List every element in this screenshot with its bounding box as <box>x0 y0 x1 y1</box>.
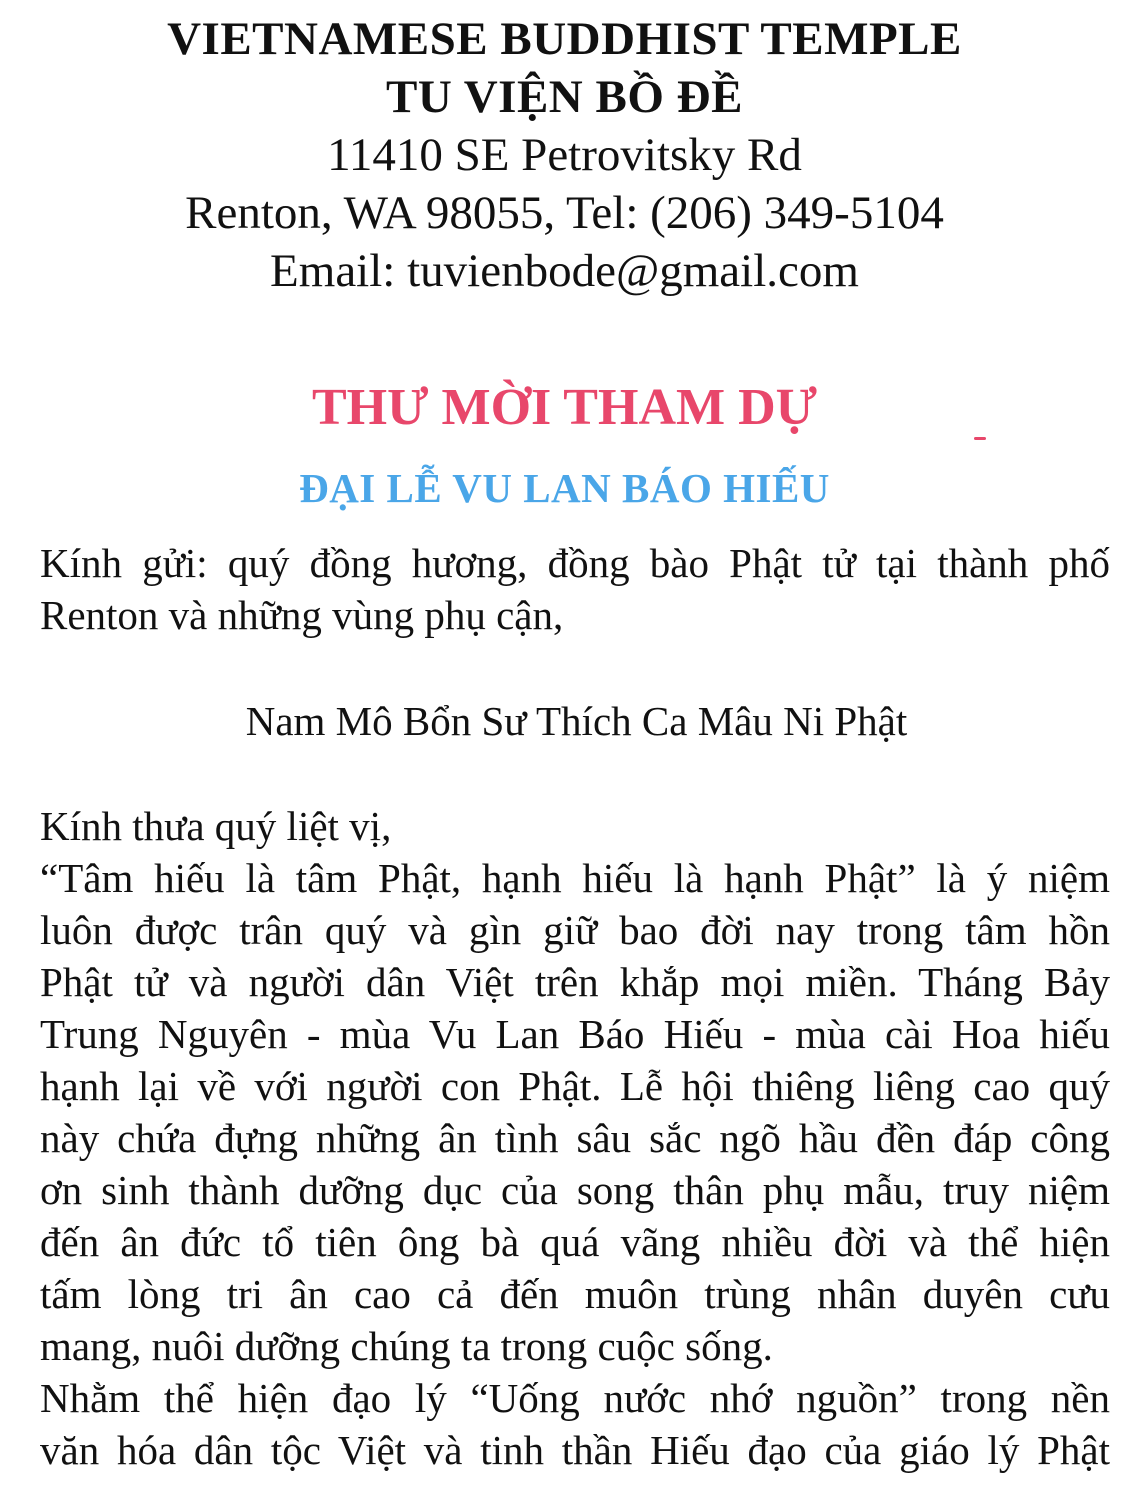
salutation-line-2: Renton và những vùng phụ cận, <box>40 592 564 638</box>
invocation-line: Nam Mô Bổn Sư Thích Ca Mâu Ni Phật <box>245 698 908 744</box>
paragraph2-line: Nhằm thể hiện đạo lý “Uống nước nhớ nguồn” trong nền <box>40 1375 1110 1421</box>
main-title: THƯ MỜI THAM DỰ <box>311 379 818 436</box>
stray-ink-mark <box>974 437 986 440</box>
email-line: Email: tuvienbode@gmail.com <box>270 245 859 297</box>
org-name-vietnamese: TU VIỆN BỒ ĐỀ <box>386 71 743 123</box>
address-line-2: Renton, WA 98055, Tel: (206) 349-5104 <box>185 187 944 239</box>
paragraph1-line: luôn được trân quý và gìn giữ bao đời nay trong tâm hồn <box>40 907 1110 953</box>
paragraph1-line: tấm lòng tri ân cao cả đến muôn trùng nhân duyên cưu <box>40 1271 1110 1317</box>
greeting-line: Kính thưa quý liệt vị, <box>40 803 392 849</box>
paragraph1-line: đến ân đức tổ tiên ông bà quá vãng nhiều đời và thể hiện <box>40 1219 1110 1265</box>
paragraph1-line: “Tâm hiếu là tâm Phật, hạnh hiếu là hạnh Phật” là ý niệm <box>40 855 1110 901</box>
org-name-english: VIETNAMESE BUDDHIST TEMPLE <box>167 13 962 65</box>
salutation-line-1: Kính gửi: quý đồng hương, đồng bào Phật tử tại thành phố <box>40 540 1110 586</box>
paragraph2-line: văn hóa dân tộc Việt và tinh thần Hiếu đạo của giáo lý Phật <box>40 1427 1110 1473</box>
paragraph1-line: ơn sinh thành dưỡng dục của song thân phụ mẫu, truy niệm <box>40 1167 1110 1213</box>
paragraph1-line: này chứa đựng những ân tình sâu sắc ngõ hầu đền đáp công <box>40 1115 1110 1161</box>
sub-title: ĐẠI LỄ VU LAN BÁO HIẾU <box>299 465 830 511</box>
paragraph1-line: Phật tử và người dân Việt trên khắp mọi miền. Tháng Bảy <box>40 959 1110 1005</box>
address-line-1: 11410 SE Petrovitsky Rd <box>327 129 802 181</box>
paragraph1-line: hạnh lại về với người con Phật. Lễ hội thiêng liêng cao quý <box>40 1063 1110 1109</box>
paragraph1-line: mang, nuôi dưỡng chúng ta trong cuộc sống. <box>40 1323 773 1369</box>
paragraph1-line: Trung Nguyên - mùa Vu Lan Báo Hiếu - mùa cài Hoa hiếu <box>40 1011 1110 1057</box>
